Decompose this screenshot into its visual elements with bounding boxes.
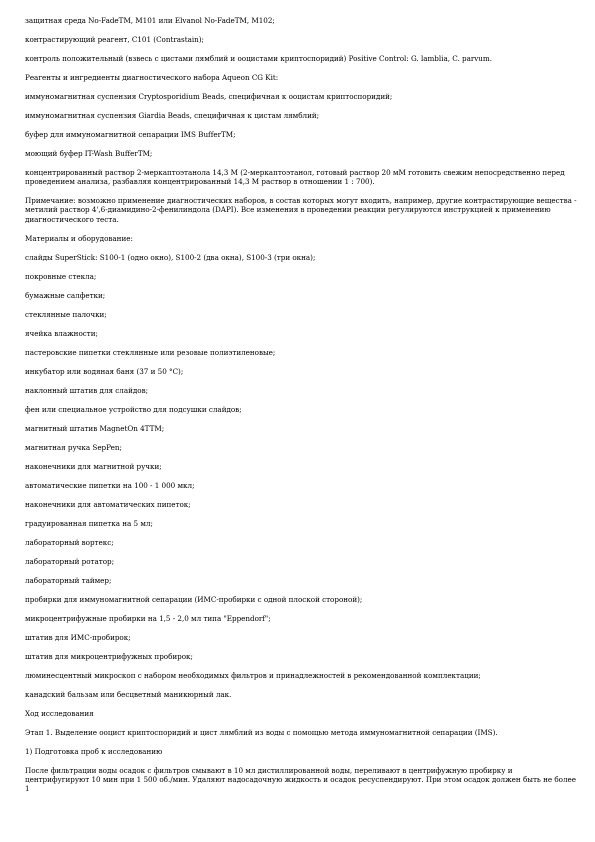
list-item: микроцентрифужные пробирки на 1,5 - 2,0 мл типа "Eppendorf"; bbox=[25, 613, 271, 623]
list-item: штатив для ИМС-пробирок; bbox=[25, 632, 131, 642]
list-item: люминесцентный микроскоп с набором необходимых фильтров и принадлежностей в рекомендованной комплектации; bbox=[25, 670, 481, 680]
paragraph: концентрированный раствор 2-меркаптоэтанола 14,3 М (2-меркаптоэтанол, готовый раствор 20 мМ готовить свежим непосредственно перед проведением анализа, разбавляя концентрированный 14,3 М раствор в отношении 1 : 700). bbox=[25, 168, 565, 187]
list-item: инкубатор или водяная баня (37 и 50 °С); bbox=[25, 366, 184, 376]
list-item: бумажные салфетки; bbox=[25, 290, 106, 300]
paragraph: Реагенты и ингредиенты диагностического набора Aqueon CG Kit: bbox=[25, 73, 279, 82]
paragraph: После фильтрации воды осадок с фильтров смывают в 10 мл дистиллированной воды, переливают в центрифужную пробирку и центрифугируют 10 мин при 1 500 об./мин. Удаляют надосадочную жидкость и осадок ресуспендируют. При этом осадок должен быть не более 1 bbox=[25, 765, 576, 794]
paragraph: контроль положительный (взвесь с цистами лямблий и ооцистами криптоспоридий) Positive Control: G. lamblia, C. parvum. bbox=[25, 54, 492, 63]
list-item: градуированная пипетка на 5 мл; bbox=[25, 518, 153, 528]
list-item: покровные стекла; bbox=[25, 271, 97, 281]
list-item: магнитная ручка SepPen; bbox=[25, 442, 122, 452]
stage-heading: Этап 1. Выделение ооцист криптоспоридий и цист лямблий из воды с помощью метода иммуномагнитной сепарации (IMS). bbox=[25, 727, 498, 737]
list-item: магнитный штатив MagnetOn 4TTM; bbox=[25, 423, 165, 433]
list-item: автоматические пипетки на 100 - 1 000 мкл; bbox=[25, 480, 195, 490]
list-item: лабораторный ротатор; bbox=[25, 556, 114, 566]
list-item: штатив для микроцентрифужных пробирок; bbox=[25, 651, 193, 661]
section-heading: Материалы и оборудование: bbox=[25, 233, 133, 243]
document-body bbox=[25, 16, 577, 803]
list-item: лабораторный таймер; bbox=[25, 575, 112, 585]
paragraph: моющий буфер IT-Wash BufferTM; bbox=[25, 149, 153, 158]
list-item: ячейка влажности; bbox=[25, 328, 98, 338]
list-item: лабораторный вортекс; bbox=[25, 537, 114, 547]
paragraph: иммуномагнитная суспензия Giardia Beads, специфичная к цистам лямблий; bbox=[25, 111, 320, 120]
list-item: фен или специальное устройство для подсушки слайдов; bbox=[25, 404, 242, 414]
list-item: канадский бальзам или бесцветный маникюрный лак. bbox=[25, 689, 232, 699]
list-item: наконечники для автоматических пипеток; bbox=[25, 499, 191, 509]
section-heading: Ход исследования bbox=[25, 708, 94, 718]
paragraph: иммуномагнитная суспензия Cryptosporidium Beads, специфичная к ооцистам криптоспоридий; bbox=[25, 92, 393, 101]
paragraph: контрастирующий реагент, C101 (Contrastain); bbox=[25, 35, 204, 44]
list-item: слайды SuperStick: S100-1 (одно окно), S100-2 (два окна), S100-3 (три окна); bbox=[25, 252, 316, 262]
list-item: пробирки для иммуномагнитной сепарации (ИМС-пробирки с одной плоской стороной); bbox=[25, 594, 363, 604]
paragraph: защитная среда No-FadeTM, M101 или Elvanol No-FadeTM, M102; bbox=[25, 16, 275, 25]
subsection-heading: 1) Подготовка проб к исследованию bbox=[25, 746, 163, 756]
note-paragraph: Примечание: возможно применение диагностических наборов, в состав которых могут входить, например, другие контрастирующие вещества - метилий раствор 4',6-диамидино-2-фенилиндола (DAPI). Все изменения в проведении реакции регулируются инструкцией к применению диагностического теста. bbox=[25, 196, 577, 224]
list-item: пастеровские пипетки стеклянные или резовые полиэтиленовые; bbox=[25, 347, 276, 357]
list-item: наконечники для магнитной ручки; bbox=[25, 461, 162, 471]
list-item: стеклянные палочки; bbox=[25, 309, 107, 319]
paragraph: буфер для иммуномагнитной сепарации IMS BufferTM; bbox=[25, 130, 236, 139]
list-item: наклонный штатив для слайдов; bbox=[25, 385, 148, 395]
